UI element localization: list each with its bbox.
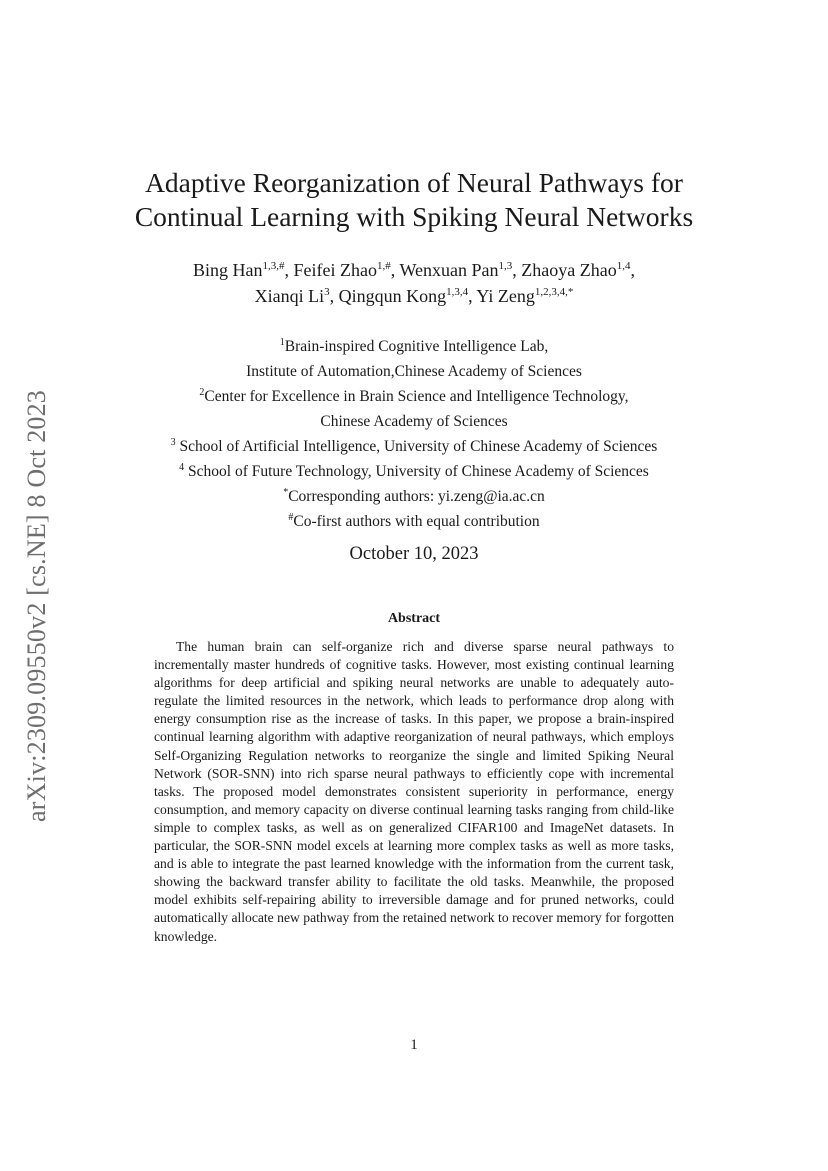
author-name: Bing Han [193,260,263,280]
title-line-1: Adaptive Reorganization of Neural Pathways for [145,167,683,198]
affiliation-line [0,509,828,534]
author-sep: , [468,286,477,306]
author-name: Wenxuan Pan [399,260,499,280]
affiliation-sup: 4 [179,462,185,473]
affiliation-sup: 1 [279,337,285,348]
affiliation-line [0,359,828,384]
author-affil-sup: 1,3 [498,260,513,272]
affiliation-sup: 2 [199,387,205,398]
author-sep: , [284,260,294,280]
author-sep: , [329,286,339,306]
affiliation-text: Institute of Automation,Chinese Academy of Sciences [246,363,582,380]
paper-title [0,166,828,234]
affiliation-sup: # [288,512,294,523]
affiliation-line [0,334,828,359]
author-name: Zhaoya Zhao [521,260,617,280]
page-number: 1 [410,1037,418,1053]
author-sep: , [390,260,400,280]
affiliation-text: Brain-inspired Cognitive Intelligence Lab, [284,338,549,355]
affiliation-line [0,384,828,409]
affiliation-text: School of Artificial Intelligence, University of Chinese Academy of Sciences [175,438,658,455]
title-line-2: Continual Learning with Spiking Neural Networks [134,201,694,232]
affiliation-text: School of Future Technology, University of Chinese Academy of Sciences [184,463,649,480]
author-name: Feifei Zhao [293,260,378,280]
abstract-text: The human brain can self-organize rich and diverse sparse neural pathways to incrementally master hundreds of cognitive tasks. However, most existing continual learning algorithms for deep artificial and spiking neural networks are unable to adequately auto-regulate the limited resources in the network, which leads to performance drop along with energy consumption rise as the increase of tasks. In this paper, we propose a brain-inspired continual learning algorithm with adaptive reorganization of neural pathways, which employs Self-Organizing Regulation networks to reorganize the single and limited Spiking Neural Network (SOR-SNN) into rich sparse neural pathways to efficiently cope with incremental tasks. The proposed model demonstrates consistent superiority in performance, energy consumption, and memory capacity on diverse continual learning tasks ranging from child-like simple to complex tasks, as well as on generalized CIFAR100 and ImageNet datasets. In particular, the SOR-SNN model excels at learning more complex tasks as well as more tasks, and is able to integrate the past learned knowledge with the information from the current task, showing the backward transfer ability to facilitate the old tasks. Meanwhile, the proposed model exhibits self-repairing ability to irreversible damage and for pruned networks, could automatically allocate new pathway from the retained network to recover memory for forgotten knowledge. [154,639,674,944]
author-line-2 [0,283,828,309]
affiliation-list [0,334,828,534]
affiliation-text: Center for Excellence in Brain Science and Intelligence Technology, [204,388,629,405]
paper-date: October 10, 2023 [349,544,479,564]
author-name: Yi Zeng [476,286,535,306]
arxiv-identifier: arXiv:2309.09550v2 [cs.NE] 8 Oct 2023 [22,390,51,822]
affiliation-line [0,484,828,509]
affiliation-sup: * [283,487,289,498]
author-name: Qingqun Kong [338,286,447,306]
author-affil-sup: 3 [324,286,330,298]
author-list [0,257,828,309]
affiliation-sup: 3 [170,437,176,448]
author-sep: , [512,260,522,280]
author-affil-sup: 1,4 [616,260,631,272]
affiliation-line [0,409,828,434]
author-affil-sup: 1,2,3,4,* [534,286,574,298]
author-affil-sup: 1,3,# [262,260,285,272]
co-first-author-note: Co-first authors with equal contribution [293,513,540,530]
corresponding-author-note: Corresponding authors: yi.zeng@ia.ac.cn [288,488,545,505]
author-sep: , [630,260,635,280]
author-line-1 [0,257,828,283]
affiliation-line [0,459,828,484]
author-affil-sup: 1,3,4 [446,286,469,298]
affiliation-text: Chinese Academy of Sciences [320,413,508,430]
affiliation-line [0,434,828,459]
author-name: Xianqi Li [254,286,325,306]
author-affil-sup: 1,# [377,260,391,272]
abstract-heading: Abstract [387,611,441,626]
